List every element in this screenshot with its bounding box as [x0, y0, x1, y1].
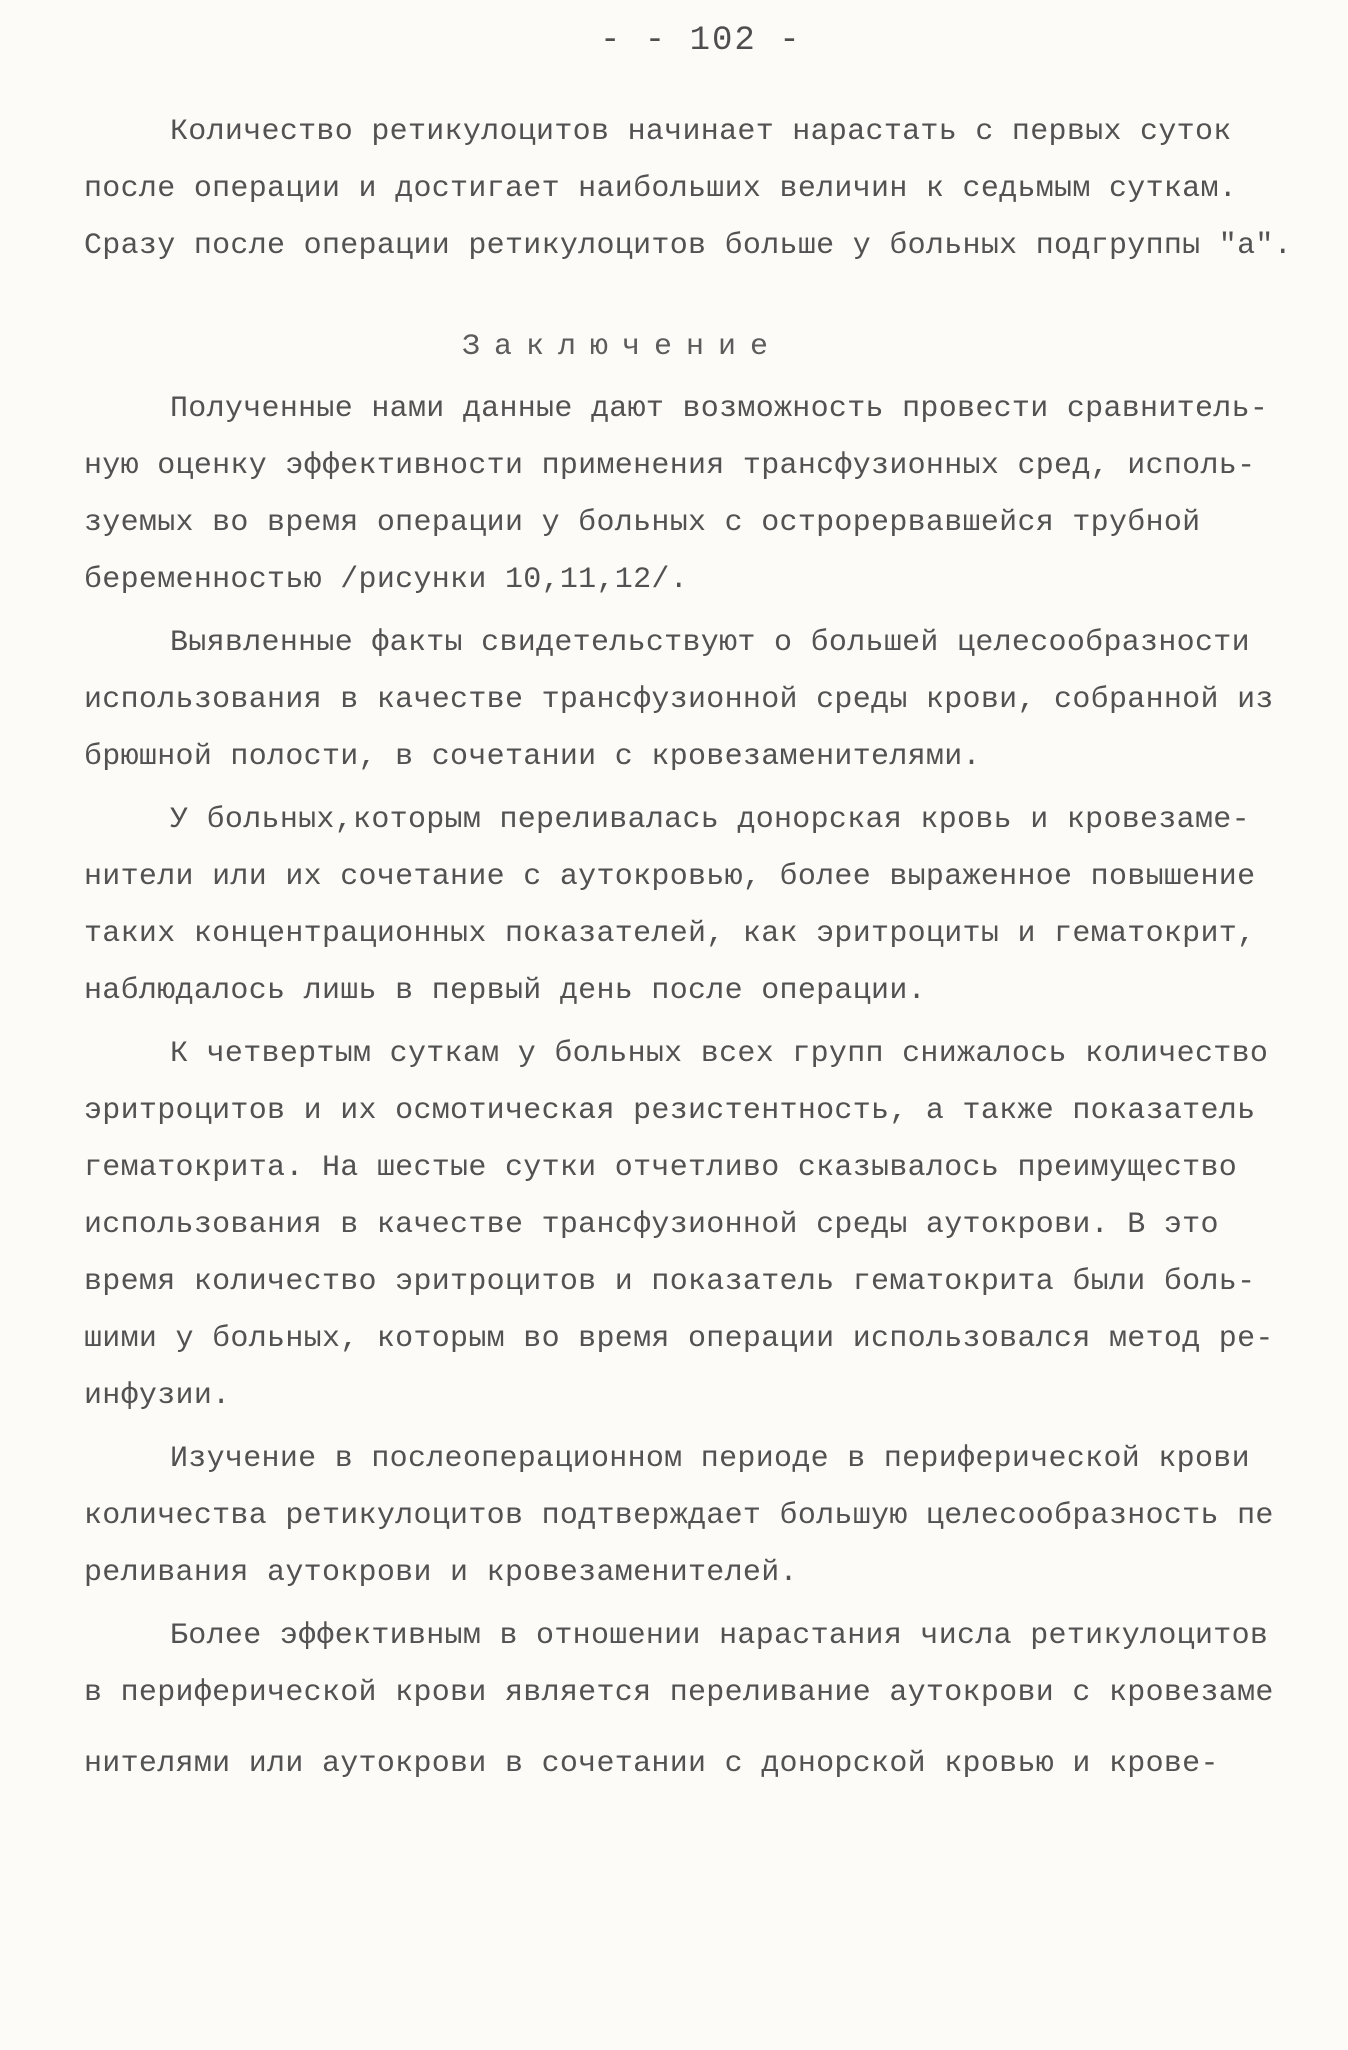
intro-line-3: Сразу после операции ретикулоцитов больше у больных подгруппы "а". [84, 229, 1292, 263]
page-number: - - 102 - [600, 22, 802, 60]
p5-line-1: Изучение в послеоперационном периоде в периферической крови [170, 1442, 1250, 1476]
p4-line-6: шими у больных, которым во время операции использовался метод ре- [84, 1322, 1274, 1356]
p3-line-3: таких концентрационных показателей, как эритроциты и гематокрит, [84, 917, 1256, 951]
p4-line-4: использования в качестве трансфузионной среды аутокрови. В это [84, 1208, 1219, 1242]
p3-line-1: У больных,которым переливалась донорская кровь и кровезаме- [170, 803, 1250, 837]
p1-line-2: ную оценку эффективности применения трансфузионных сред, исполь- [84, 449, 1256, 483]
p4-line-7: инфузии. [84, 1379, 231, 1413]
section-heading: Заключение [462, 330, 783, 364]
p6-line-1: Более эффективным в отношении нарастания числа ретикулоцитов [170, 1619, 1269, 1653]
p4-line-5: время количество эритроцитов и показатель гематокрита были боль- [84, 1265, 1256, 1299]
p4-line-1: К четвертым суткам у больных всех групп снижалось количество [170, 1037, 1269, 1071]
p5-line-3: реливания аутокрови и кровезаменителей. [84, 1556, 798, 1590]
p1-line-1: Полученные нами данные дают возможность провести сравнитель- [170, 392, 1269, 426]
intro-line-1: Количество ретикулоцитов начинает нарастать с первых суток [170, 115, 1232, 149]
p3-line-4: наблюдалось лишь в первый день после операции. [84, 974, 926, 1008]
p4-line-3: гематокрита. На шестые сутки отчетливо сказывалось преимущество [84, 1151, 1238, 1185]
p1-line-4: беременностью /рисунки 10,11,12/. [84, 563, 688, 597]
p6-line-3: нителями или аутокрови в сочетании с донорской кровью и крове- [84, 1747, 1219, 1781]
p5-line-2: количества ретикулоцитов подтверждает большую целесообразность пе [84, 1499, 1274, 1533]
p2-line-2: использования в качестве трансфузионной среды крови, собранной из [84, 683, 1274, 717]
p6-line-2: в периферической крови является переливание аутокрови с кровезаме [84, 1676, 1274, 1710]
p2-line-3: брюшной полости, в сочетании с кровезаменителями. [84, 740, 981, 774]
intro-line-2: после операции и достигает наибольших величин к седьмым суткам. [84, 172, 1238, 206]
p3-line-2: нители или их сочетание с аутокровью, более выраженное повышение [84, 860, 1256, 894]
p2-line-1: Выявленные факты свидетельствуют о большей целесообразности [170, 626, 1250, 660]
p1-line-3: зуемых во время операции у больных с острорервавшейся трубной [84, 506, 1201, 540]
p4-line-2: эритроцитов и их осмотическая резистентность, а также показатель [84, 1094, 1256, 1128]
